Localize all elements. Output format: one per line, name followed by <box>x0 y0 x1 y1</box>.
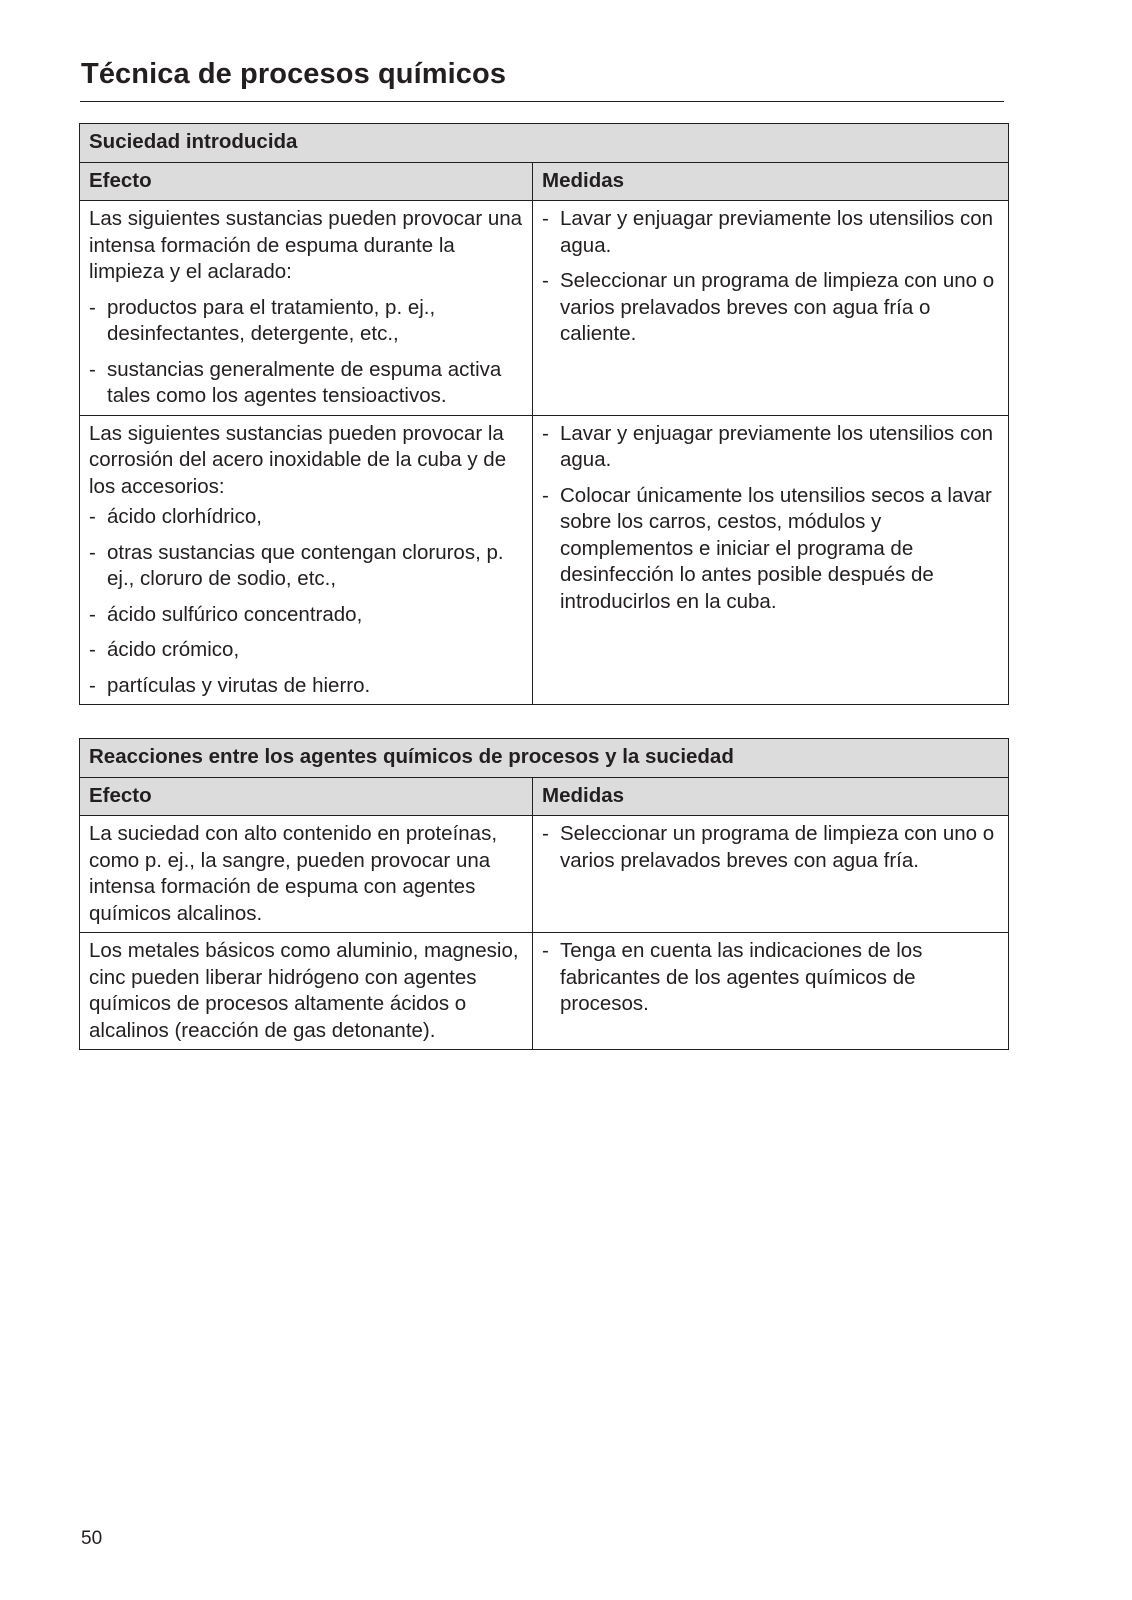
effect-list <box>89 504 524 699</box>
column-header-effect: Efecto <box>80 162 533 201</box>
list-item: - partículas y virutas de hierro. <box>89 673 524 700</box>
section-title: Reacciones entre los agentes químicos de procesos y la suciedad <box>80 739 1009 778</box>
measures-cell <box>533 816 1009 933</box>
table-row <box>80 933 1009 1050</box>
effect-cell: Los metales básicos como aluminio, magnesio, cinc pueden liberar hidrógeno con agentes químicos de procesos altamente ácidos o alcalinos (reacción de gas detonante). <box>80 933 533 1050</box>
measures-cell <box>533 201 1009 416</box>
list-item: - Lavar y enjuagar previamente los utensilios con agua. <box>542 421 1000 474</box>
list-item: - Seleccionar un programa de limpieza con uno o varios prelavados breves con agua fría o caliente. <box>542 268 1000 348</box>
column-header-measures: Medidas <box>533 162 1009 201</box>
title-divider <box>80 101 1004 102</box>
section-title: Suciedad introducida <box>80 124 1009 163</box>
effect-cell <box>80 201 533 416</box>
page-title: Técnica de procesos químicos <box>81 58 507 90</box>
list-item: - Colocar únicamente los utensilios secos a lavar sobre los carros, cestos, módulos y complementos e iniciar el programa de desinfección lo antes posible después de introducirlos en la cuba. <box>542 483 1000 616</box>
list-item: - Lavar y enjuagar previamente los utensilios con agua. <box>542 206 1000 259</box>
effect-intro: Las siguientes sustancias pueden provocar la corrosión del acero inoxidable de la cuba y de los accesorios: <box>89 421 507 498</box>
list-item: - ácido sulfúrico concentrado, <box>89 602 524 629</box>
measures-list <box>542 206 1000 348</box>
measures-cell <box>533 415 1009 705</box>
effect-cell: La suciedad con alto contenido en proteínas, como p. ej., la sangre, pueden provocar una intensa formación de espuma con agentes químicos alcalinos. <box>80 816 533 933</box>
table-chemical-reactions <box>79 738 1009 1050</box>
table-row <box>80 201 1009 416</box>
list-item: - otras sustancias que contengan cloruros, p. ej., cloruro de sodio, etc., <box>89 540 524 593</box>
measures-list <box>542 821 1000 874</box>
table-row <box>80 415 1009 705</box>
effect-intro: Las siguientes sustancias pueden provocar una intensa formación de espuma durante la limpieza y el aclarado: <box>89 207 523 283</box>
effect-list <box>89 295 524 410</box>
list-item: - productos para el tratamiento, p. ej., desinfectantes, detergente, etc., <box>89 295 524 348</box>
measures-list <box>542 421 1000 616</box>
column-header-measures: Medidas <box>533 777 1009 816</box>
page-number: 50 <box>81 1528 103 1549</box>
measures-list <box>542 938 1000 1018</box>
measures-cell <box>533 933 1009 1050</box>
list-item: - Seleccionar un programa de limpieza con uno o varios prelavados breves con agua fría. <box>542 821 1000 874</box>
list-item: - ácido clorhídrico, <box>89 504 524 531</box>
effect-cell <box>80 415 533 705</box>
column-header-effect: Efecto <box>80 777 533 816</box>
list-item: - sustancias generalmente de espuma activa tales como los agentes tensioactivos. <box>89 357 524 410</box>
list-item: - Tenga en cuenta las indicaciones de los fabricantes de los agentes químicos de procesos. <box>542 938 1000 1018</box>
table-row <box>80 816 1009 933</box>
list-item: - ácido crómico, <box>89 637 524 664</box>
table-introduced-soiling <box>79 123 1009 705</box>
